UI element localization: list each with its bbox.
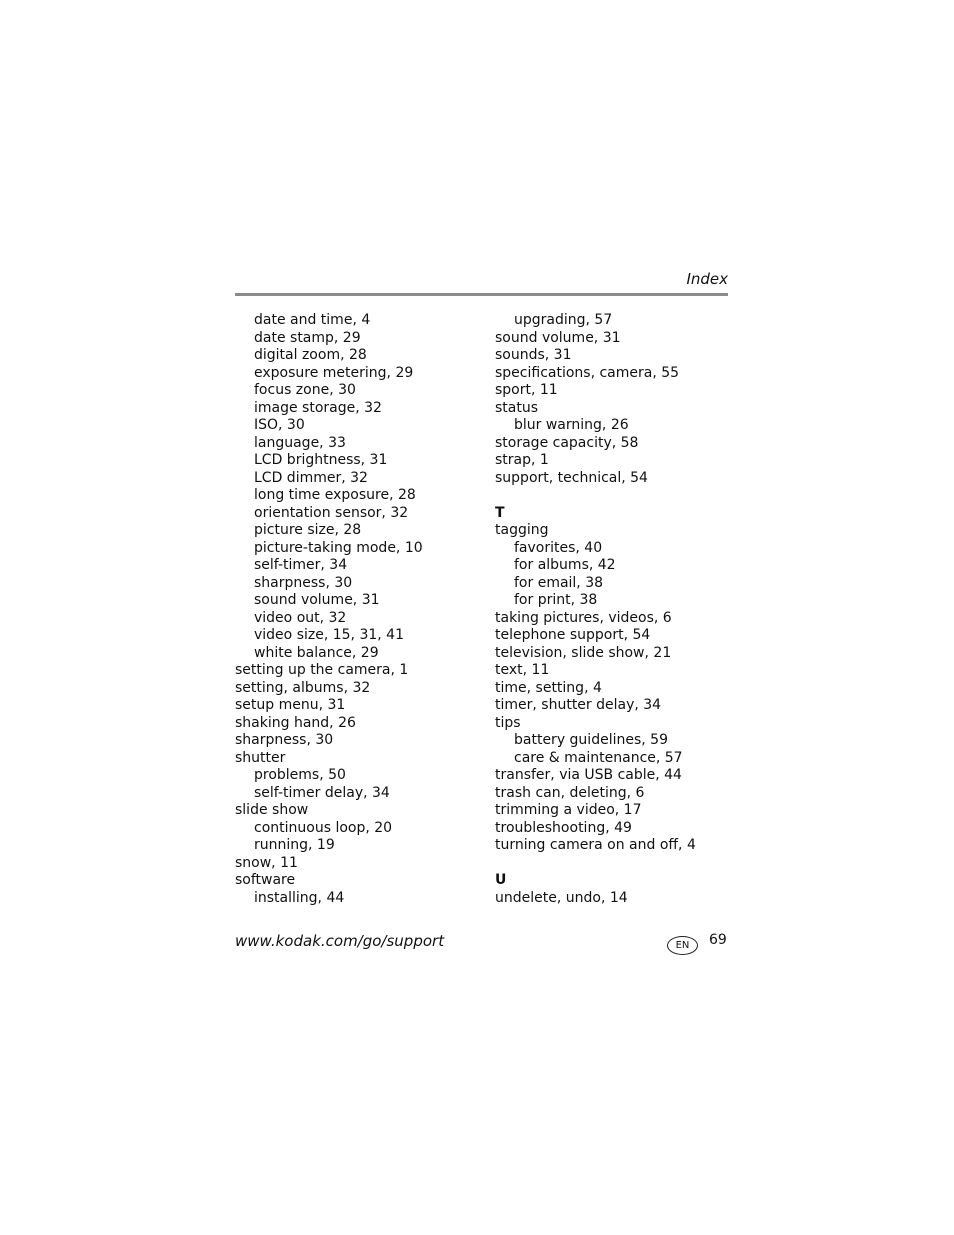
index-entry: setting, albums, 32 xyxy=(235,679,371,696)
index-subentry: installing, 44 xyxy=(254,889,345,906)
index-subentry: for print, 38 xyxy=(514,592,598,608)
index-section-letter: U xyxy=(495,872,507,888)
index-subentry: for email, 38 xyxy=(514,574,604,591)
index-subentry: picture-taking mode, 10 xyxy=(254,539,423,556)
index-subentry: upgrading, 57 xyxy=(514,312,613,328)
index-subentry: date stamp, 29 xyxy=(254,329,361,346)
index-subentry: for albums, 42 xyxy=(514,557,616,573)
index-subentry: video size, 15, 31, 41 xyxy=(254,627,404,643)
index-subentry: favorites, 40 xyxy=(514,539,603,556)
index-entry: software xyxy=(235,872,296,888)
index-entry: taking pictures, videos, 6 xyxy=(495,609,672,626)
index-entry: strap, 1 xyxy=(495,452,549,468)
index-subentry: self-timer, 34 xyxy=(254,557,348,573)
index-section-letter: T xyxy=(495,504,505,521)
index-subentry: blur warning, 26 xyxy=(514,417,629,433)
index-subentry: focus zone, 30 xyxy=(254,382,356,398)
index-subentry: date and time, 4 xyxy=(254,312,371,328)
index-column-right xyxy=(495,312,735,907)
index-entry: trimming a video, 17 xyxy=(495,802,642,818)
index-entry: time, setting, 4 xyxy=(495,679,602,696)
page-title: Index xyxy=(686,270,728,288)
index-entry: timer, shutter delay, 34 xyxy=(495,697,662,713)
language-badge: EN xyxy=(667,936,698,955)
index-entry: storage capacity, 58 xyxy=(495,434,639,451)
index-entry: transfer, via USB cable, 44 xyxy=(495,767,682,783)
index-subentry: LCD brightness, 31 xyxy=(254,452,388,468)
index-subentry: digital zoom, 28 xyxy=(254,347,367,363)
index-subentry: ISO, 30 xyxy=(254,417,305,433)
index-entry: trash can, deleting, 6 xyxy=(495,784,645,801)
index-subentry: sharpness, 30 xyxy=(254,574,353,591)
index-entry: sounds, 31 xyxy=(495,347,572,363)
index-subentry: exposure metering, 29 xyxy=(254,364,414,381)
index-entry: slide show xyxy=(235,802,309,818)
footer-url: www.kodak.com/go/support xyxy=(235,932,445,950)
index-subentry: picture size, 28 xyxy=(254,522,362,538)
index-entry: undelete, undo, 14 xyxy=(495,889,628,906)
index-entry: sport, 11 xyxy=(495,382,558,398)
index-subentry: problems, 50 xyxy=(254,767,346,783)
index-entry: setup menu, 31 xyxy=(235,697,346,713)
index-subentry: running, 19 xyxy=(254,837,335,853)
header-rule xyxy=(235,293,728,296)
index-subentry: language, 33 xyxy=(254,434,346,451)
index-entry: shutter xyxy=(235,749,286,766)
index-subentry: video out, 32 xyxy=(254,609,347,626)
index-entry: telephone support, 54 xyxy=(495,627,651,643)
index-entry: troubleshooting, 49 xyxy=(495,819,632,836)
index-entry: tagging xyxy=(495,522,549,538)
index-subentry: orientation sensor, 32 xyxy=(254,504,409,521)
index-column-left xyxy=(235,312,475,907)
index-subentry: white balance, 29 xyxy=(254,644,379,661)
index-subentry: battery guidelines, 59 xyxy=(514,732,668,748)
index-entry: turning camera on and off, 4 xyxy=(495,837,696,853)
index-entry: snow, 11 xyxy=(235,854,298,871)
index-entry: text, 11 xyxy=(495,662,550,678)
index-entry: tips xyxy=(495,714,521,731)
index-subentry: LCD dimmer, 32 xyxy=(254,469,368,486)
index-subentry: self-timer delay, 34 xyxy=(254,784,390,801)
index-subentry: long time exposure, 28 xyxy=(254,487,416,503)
index-subentry: sound volume, 31 xyxy=(254,592,380,608)
index-entry: sharpness, 30 xyxy=(235,732,334,748)
index-entry: specifications, camera, 55 xyxy=(495,364,680,381)
index-subentry: care & maintenance, 57 xyxy=(514,749,683,766)
index-entry: television, slide show, 21 xyxy=(495,644,672,661)
index-entry: status xyxy=(495,399,539,416)
index-entry: setting up the camera, 1 xyxy=(235,662,409,678)
index-subentry: image storage, 32 xyxy=(254,399,382,416)
index-entry: support, technical, 54 xyxy=(495,469,648,486)
page-number: 69 xyxy=(709,932,727,948)
index-entry: shaking hand, 26 xyxy=(235,714,356,731)
index-subentry: continuous loop, 20 xyxy=(254,819,393,836)
index-entry: sound volume, 31 xyxy=(495,329,621,346)
